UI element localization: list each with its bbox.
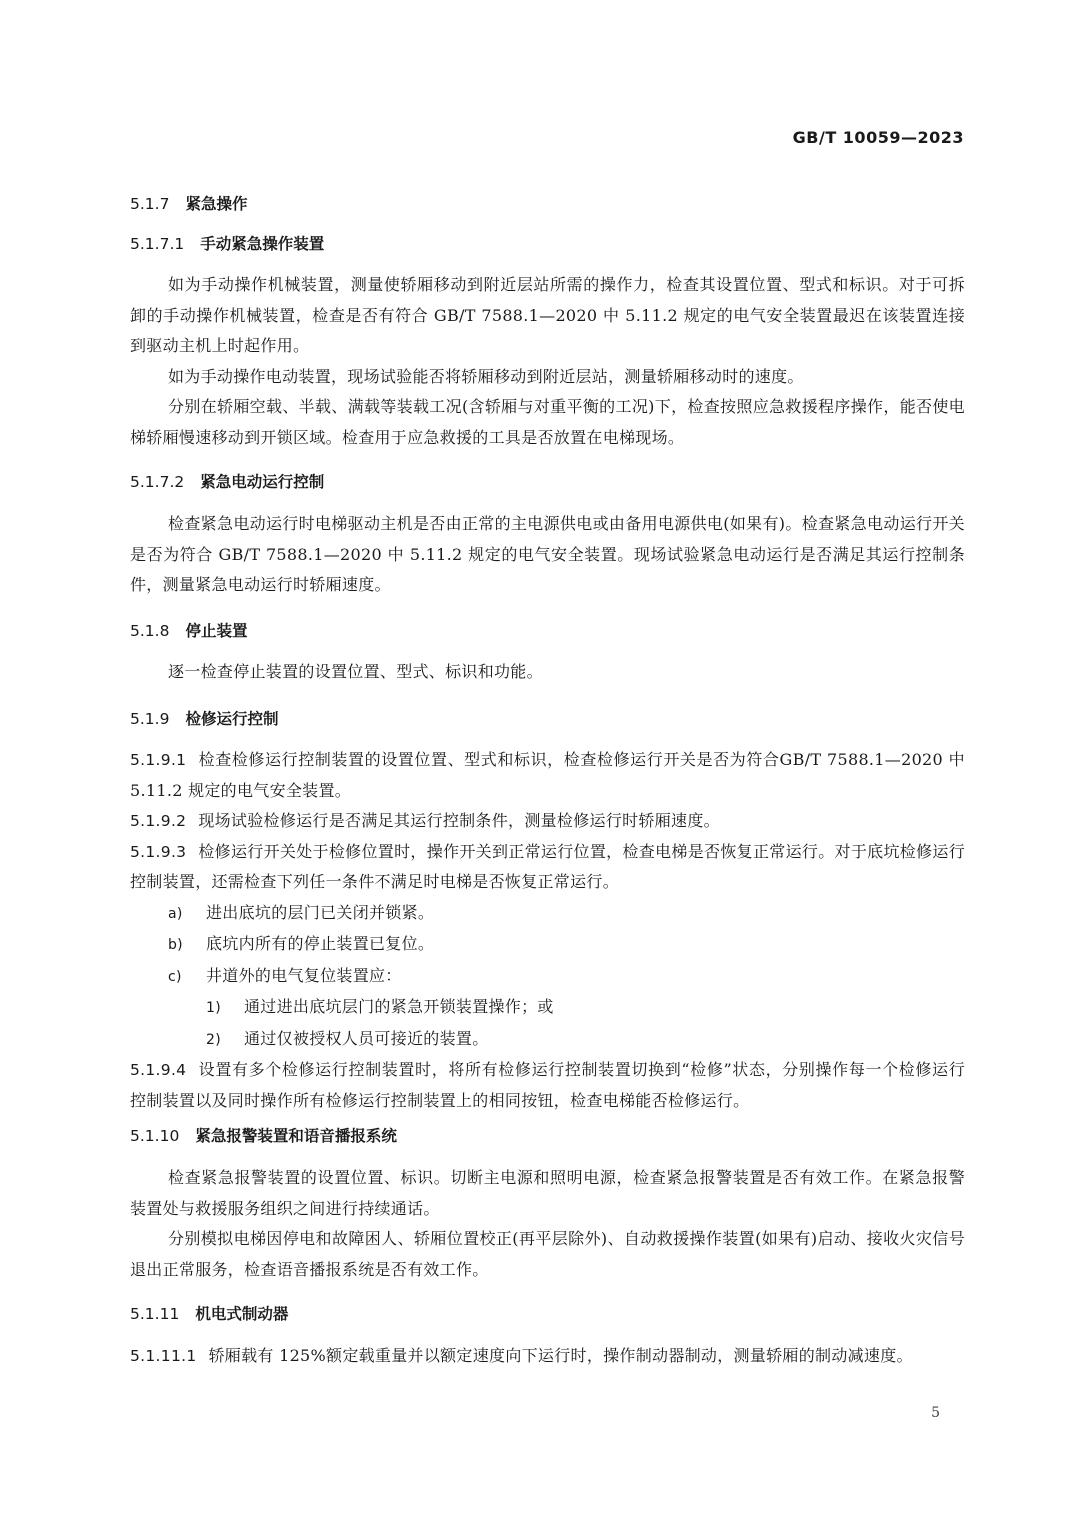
list-text: 进出底坑的层门已关闭并锁紧。 <box>206 902 435 922</box>
clause-title: 机电式制动器 <box>195 1305 289 1323</box>
heading-5-1-7-2 <box>130 470 965 492</box>
list-text: 底坑内所有的停止装置已复位。 <box>206 934 435 953</box>
list-item <box>130 961 965 993</box>
section-5-1-10-body <box>130 1163 965 1285</box>
clause-text: 检查检修运行控制装置的设置位置、型式和标识，检查检修运行开关是否为符合GB/T 7588.1—2020 中 5.11.2 规定的电气安全装置。 <box>130 750 965 800</box>
paragraph: 逐一检查停止装置的设置位置、型式、标识和功能。 <box>168 662 543 681</box>
list-text: 通过仅被授权人员可接近的装置。 <box>244 1028 489 1048</box>
paragraph: 如为手动操作机械装置，测量使轿厢移动到附近层站所需的操作力，检查其设置位置、型式和标识。对于可拆卸的手动操作机械装置，检查是否有符合 GB/T 7588.1—2020 中 5.11.2 规定的电气安全装置最迟在该装置连接到驱动主机上时起作用。 <box>130 275 965 355</box>
clause-text: 轿厢载有 125%额定载重量并以额定速度向下运行时，操作制动器制动，测量轿厢的制动减速度。 <box>208 1346 913 1365</box>
clause-number: 5.1.7.2 <box>130 473 185 491</box>
heading-5-1-7 <box>130 192 965 214</box>
numbered-clause <box>130 837 965 898</box>
list-marker: a) <box>168 905 183 922</box>
heading-5-1-11 <box>130 1302 965 1324</box>
clause-number: 5.1.7 <box>130 195 170 213</box>
clause-number: 5.1.10 <box>130 1127 180 1145</box>
clause-number: 5.1.11 <box>130 1305 180 1323</box>
clause-title: 检修运行控制 <box>185 710 279 728</box>
clause-number: 5.1.11.1 <box>130 1347 197 1365</box>
section-5-1-7-2-body <box>130 509 965 601</box>
clause-text: 设置有多个检修运行控制装置时，将所有检修运行控制装置切换到“检修”状态，分别操作每一个检修运行控制装置以及同时操作所有检修运行控制装置上的相同按钮，检查电梯能否检修运行。 <box>130 1060 965 1110</box>
numbered-clause <box>130 1341 965 1372</box>
paragraph: 如为手动操作电动装置，现场试验能否将轿厢移动到附近层站，测量轿厢移动时的速度。 <box>168 366 804 386</box>
clause-number: 5.1.7.1 <box>130 235 185 253</box>
clause-text: 检修运行开关处于检修位置时，操作开关到正常运行位置，检查电梯是否恢复正常运行。对于底坑检修运行控制装置，还需检查下列任一条件不满足时电梯是否恢复正常运行。 <box>130 841 965 891</box>
clause-text: 现场试验检修运行是否满足其运行控制条件，测量检修运行时轿厢速度。 <box>198 811 720 830</box>
clause-number: 5.1.9.3 <box>130 842 187 861</box>
clause-number: 5.1.9 <box>130 710 170 728</box>
page-number: 5 <box>931 1405 940 1421</box>
numbered-clause <box>130 1055 965 1116</box>
clause-title: 紧急操作 <box>185 195 248 213</box>
standard-number: GB/T 10059—2023 <box>792 128 964 147</box>
heading-5-1-10 <box>130 1124 965 1146</box>
list-marker: b) <box>168 937 183 953</box>
list-item <box>130 929 965 961</box>
list-marker: 1) <box>206 1000 221 1016</box>
section-5-1-7-1-body <box>130 270 965 453</box>
clause-number: 5.1.9.2 <box>130 812 187 830</box>
heading-5-1-8 <box>130 619 965 641</box>
clause-number: 5.1.9.1 <box>130 751 187 769</box>
list-item <box>130 898 965 930</box>
clause-title: 手动紧急操作装置 <box>200 235 325 253</box>
clause-title: 紧急电动运行控制 <box>200 473 325 491</box>
heading-5-1-9 <box>130 707 965 729</box>
clause-title: 停止装置 <box>185 622 248 640</box>
paragraph: 检查紧急报警装置的设置位置、标识。切断主电源和照明电源，检查紧急报警装置是否有效工作。在紧急报警装置处与救援服务组织之间进行持续通话。 <box>130 1168 965 1218</box>
list-marker: c) <box>168 968 182 985</box>
list-item <box>130 992 965 1024</box>
list-marker: 2) <box>206 1031 221 1048</box>
paragraph: 检查紧急电动运行时电梯驱动主机是否由正常的主电源供电或由备用电源供电(如果有)。检查紧急电动运行开关是否为符合 GB/T 7588.1—2020 中 5.11.2 规定的电气安全装置。现场试验紧急电动运行是否满足其运行控制条件，测量紧急电动运行时轿厢速度。 <box>130 514 965 594</box>
numbered-clause <box>130 806 965 837</box>
section-5-1-11-body <box>130 1341 965 1372</box>
clause-number: 5.1.9.4 <box>130 1061 187 1079</box>
numbered-clause <box>130 745 965 806</box>
paragraph: 分别模拟电梯因停电和故障困人、轿厢位置校正(再平层除外)、自动救援操作装置(如果有)启动、接收火灾信号退出正常服务，检查语音播报系统是否有效工作。 <box>130 1229 965 1279</box>
clause-title: 紧急报警装置和语音播报系统 <box>195 1127 397 1145</box>
heading-5-1-7-1 <box>130 232 965 254</box>
list-text: 通过进出底坑层门的紧急开锁装置操作；或 <box>244 997 554 1016</box>
list-text: 井道外的电气复位装置应： <box>206 965 402 985</box>
section-5-1-9-body <box>130 745 965 1116</box>
list-item <box>130 1024 965 1056</box>
clause-number: 5.1.8 <box>130 622 170 640</box>
section-5-1-8-body <box>130 657 965 688</box>
paragraph: 分别在轿厢空载、半载、满载等装载工况(含轿厢与对重平衡的工况)下，检查按照应急救援程序操作，能否使电梯轿厢慢速移动到开锁区域。检查用于应急救援的工具是否放置在电梯现场。 <box>130 397 965 447</box>
